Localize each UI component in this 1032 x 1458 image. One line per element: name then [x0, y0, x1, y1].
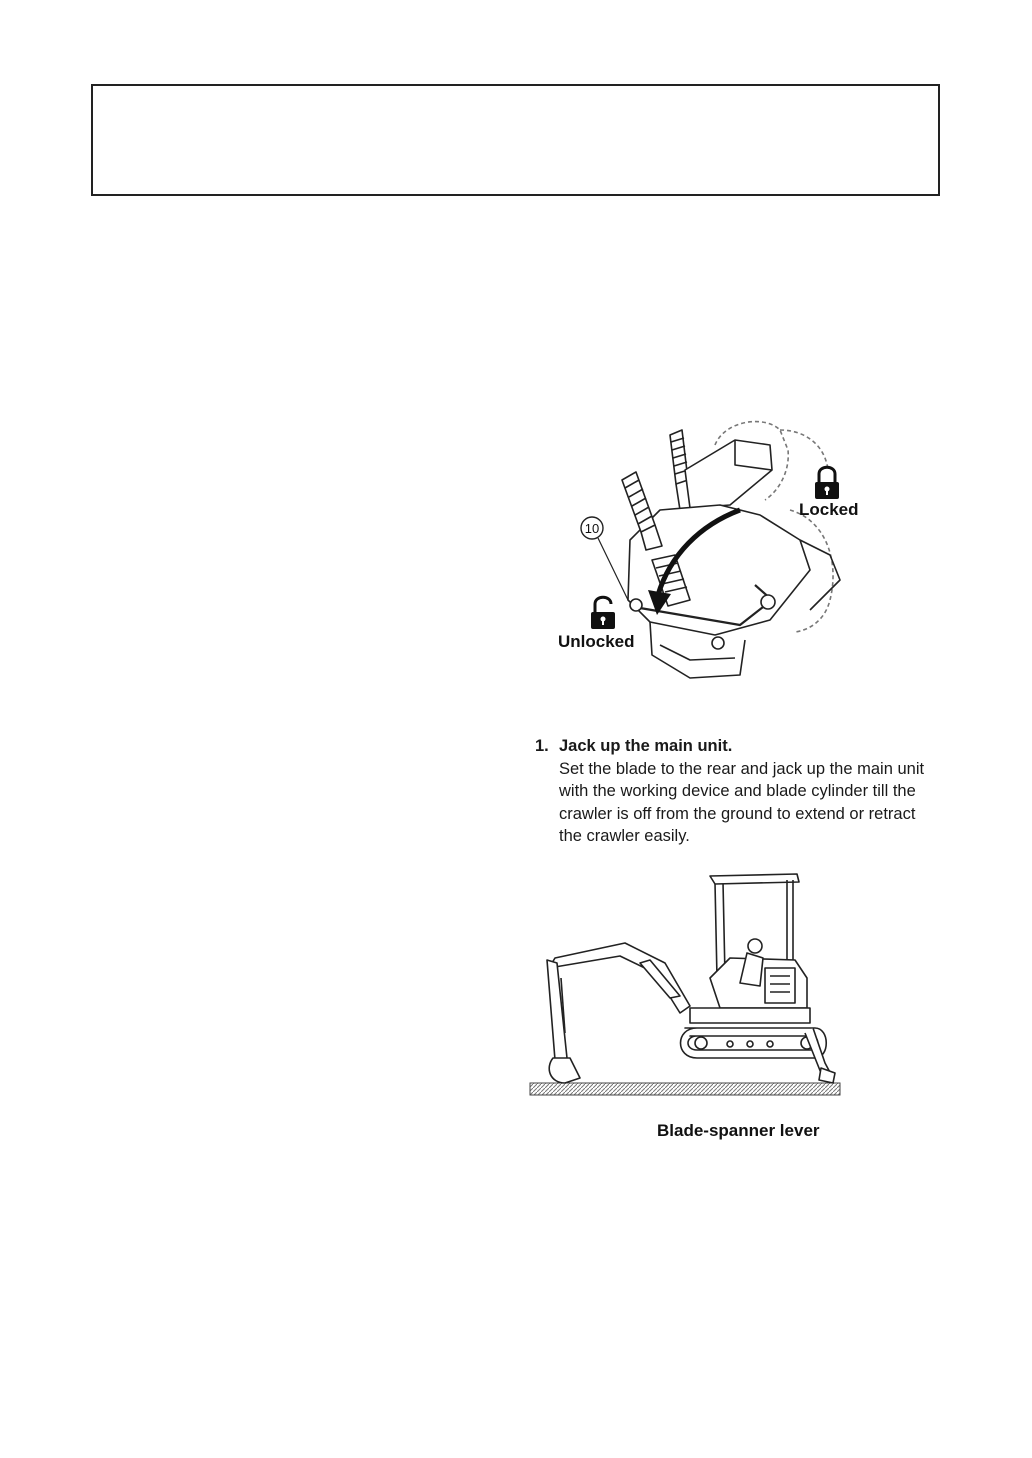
step-number: 1.: [535, 737, 549, 755]
step-heading: [535, 735, 935, 758]
padlock-open-icon: [591, 597, 615, 629]
step-body: Set the blade to the rear and jack up the main unit with the working device and blade cylinder till the crawler is off from the ground to extend or retract the crawler easily.: [559, 759, 925, 846]
lever-lock-illustration: [540, 410, 880, 695]
step-1: [535, 735, 935, 848]
step-title: Jack up the main unit.: [559, 737, 733, 755]
callout-number: 10: [584, 521, 600, 536]
unlocked-label: Unlocked: [558, 632, 635, 651]
header-box: [91, 84, 940, 196]
locked-label: Locked: [799, 500, 859, 519]
blade-spanner-caption: Blade-spanner lever: [657, 1121, 820, 1140]
excavator-jack-up-illustration: [525, 868, 845, 1104]
padlock-closed-icon: [815, 467, 839, 499]
